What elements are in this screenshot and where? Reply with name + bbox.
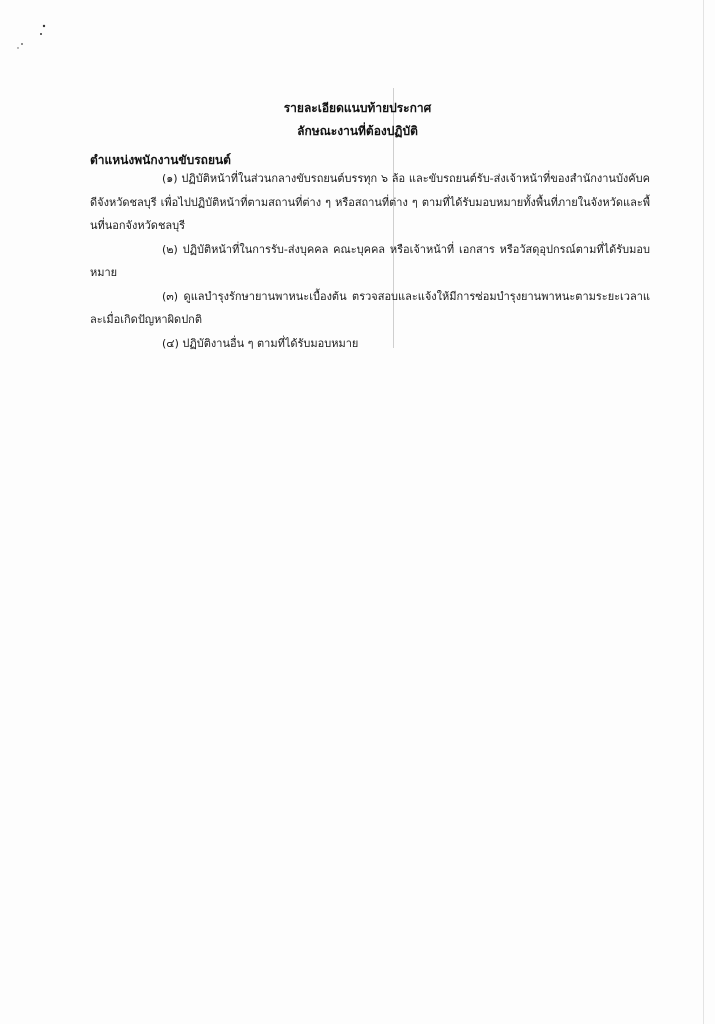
duty-paragraph-2: (๒) ปฏิบัติหน้าที่ในการรับ-ส่งบุคคล คณะบุคคล หรือเจ้าหน้าที่ เอกสาร หรือวัสดุอุปกรณ์ตามที่ได้รับมอบหมาย [90, 242, 650, 279]
duty-paragraph-4: (๔) ปฏิบัติงานอื่น ๆ ตามที่ได้รับมอบหมาย [162, 336, 359, 350]
document-title-block [0, 97, 715, 143]
document-title: รายละเอียดแนบท้ายประกาศ [283, 101, 432, 115]
duty-paragraph-3: (๓) ดูแลบำรุงรักษายานพาหนะเบื้องต้น ตรวจสอบและแจ้งให้มีการซ่อมบำรุงยานพาหนะตามระยะเวลาและเมื่อเกิดปัญหาผิดปกติ [90, 289, 650, 326]
scan-specks [14, 18, 54, 58]
document-subtitle: ลักษณะงานที่ต้องปฏิบัติ [297, 124, 418, 138]
scan-edge-line [703, 0, 704, 1024]
duties-list [90, 167, 650, 355]
section-heading: ตำแหน่งพนักงานขับรถยนต์ [90, 153, 231, 167]
duty-paragraph-1: (๑) ปฏิบัติหน้าที่ในส่วนกลางขับรถยนต์บรรทุก ๖ ล้อ และขับรถยนต์รับ-ส่งเจ้าหน้าที่ของสำนักงานบังคับคดีจังหวัดชลบุรี เพื่อไปปฏิบัติหน้าที่ตามสถานที่ต่าง ๆ หรือสถานที่ต่าง ๆ ตามที่ได้รับมอบหมายทั้งพื้นที่ภายในจังหวัดและพื้นที่นอกจังหวัดชลบุรี [90, 172, 650, 232]
